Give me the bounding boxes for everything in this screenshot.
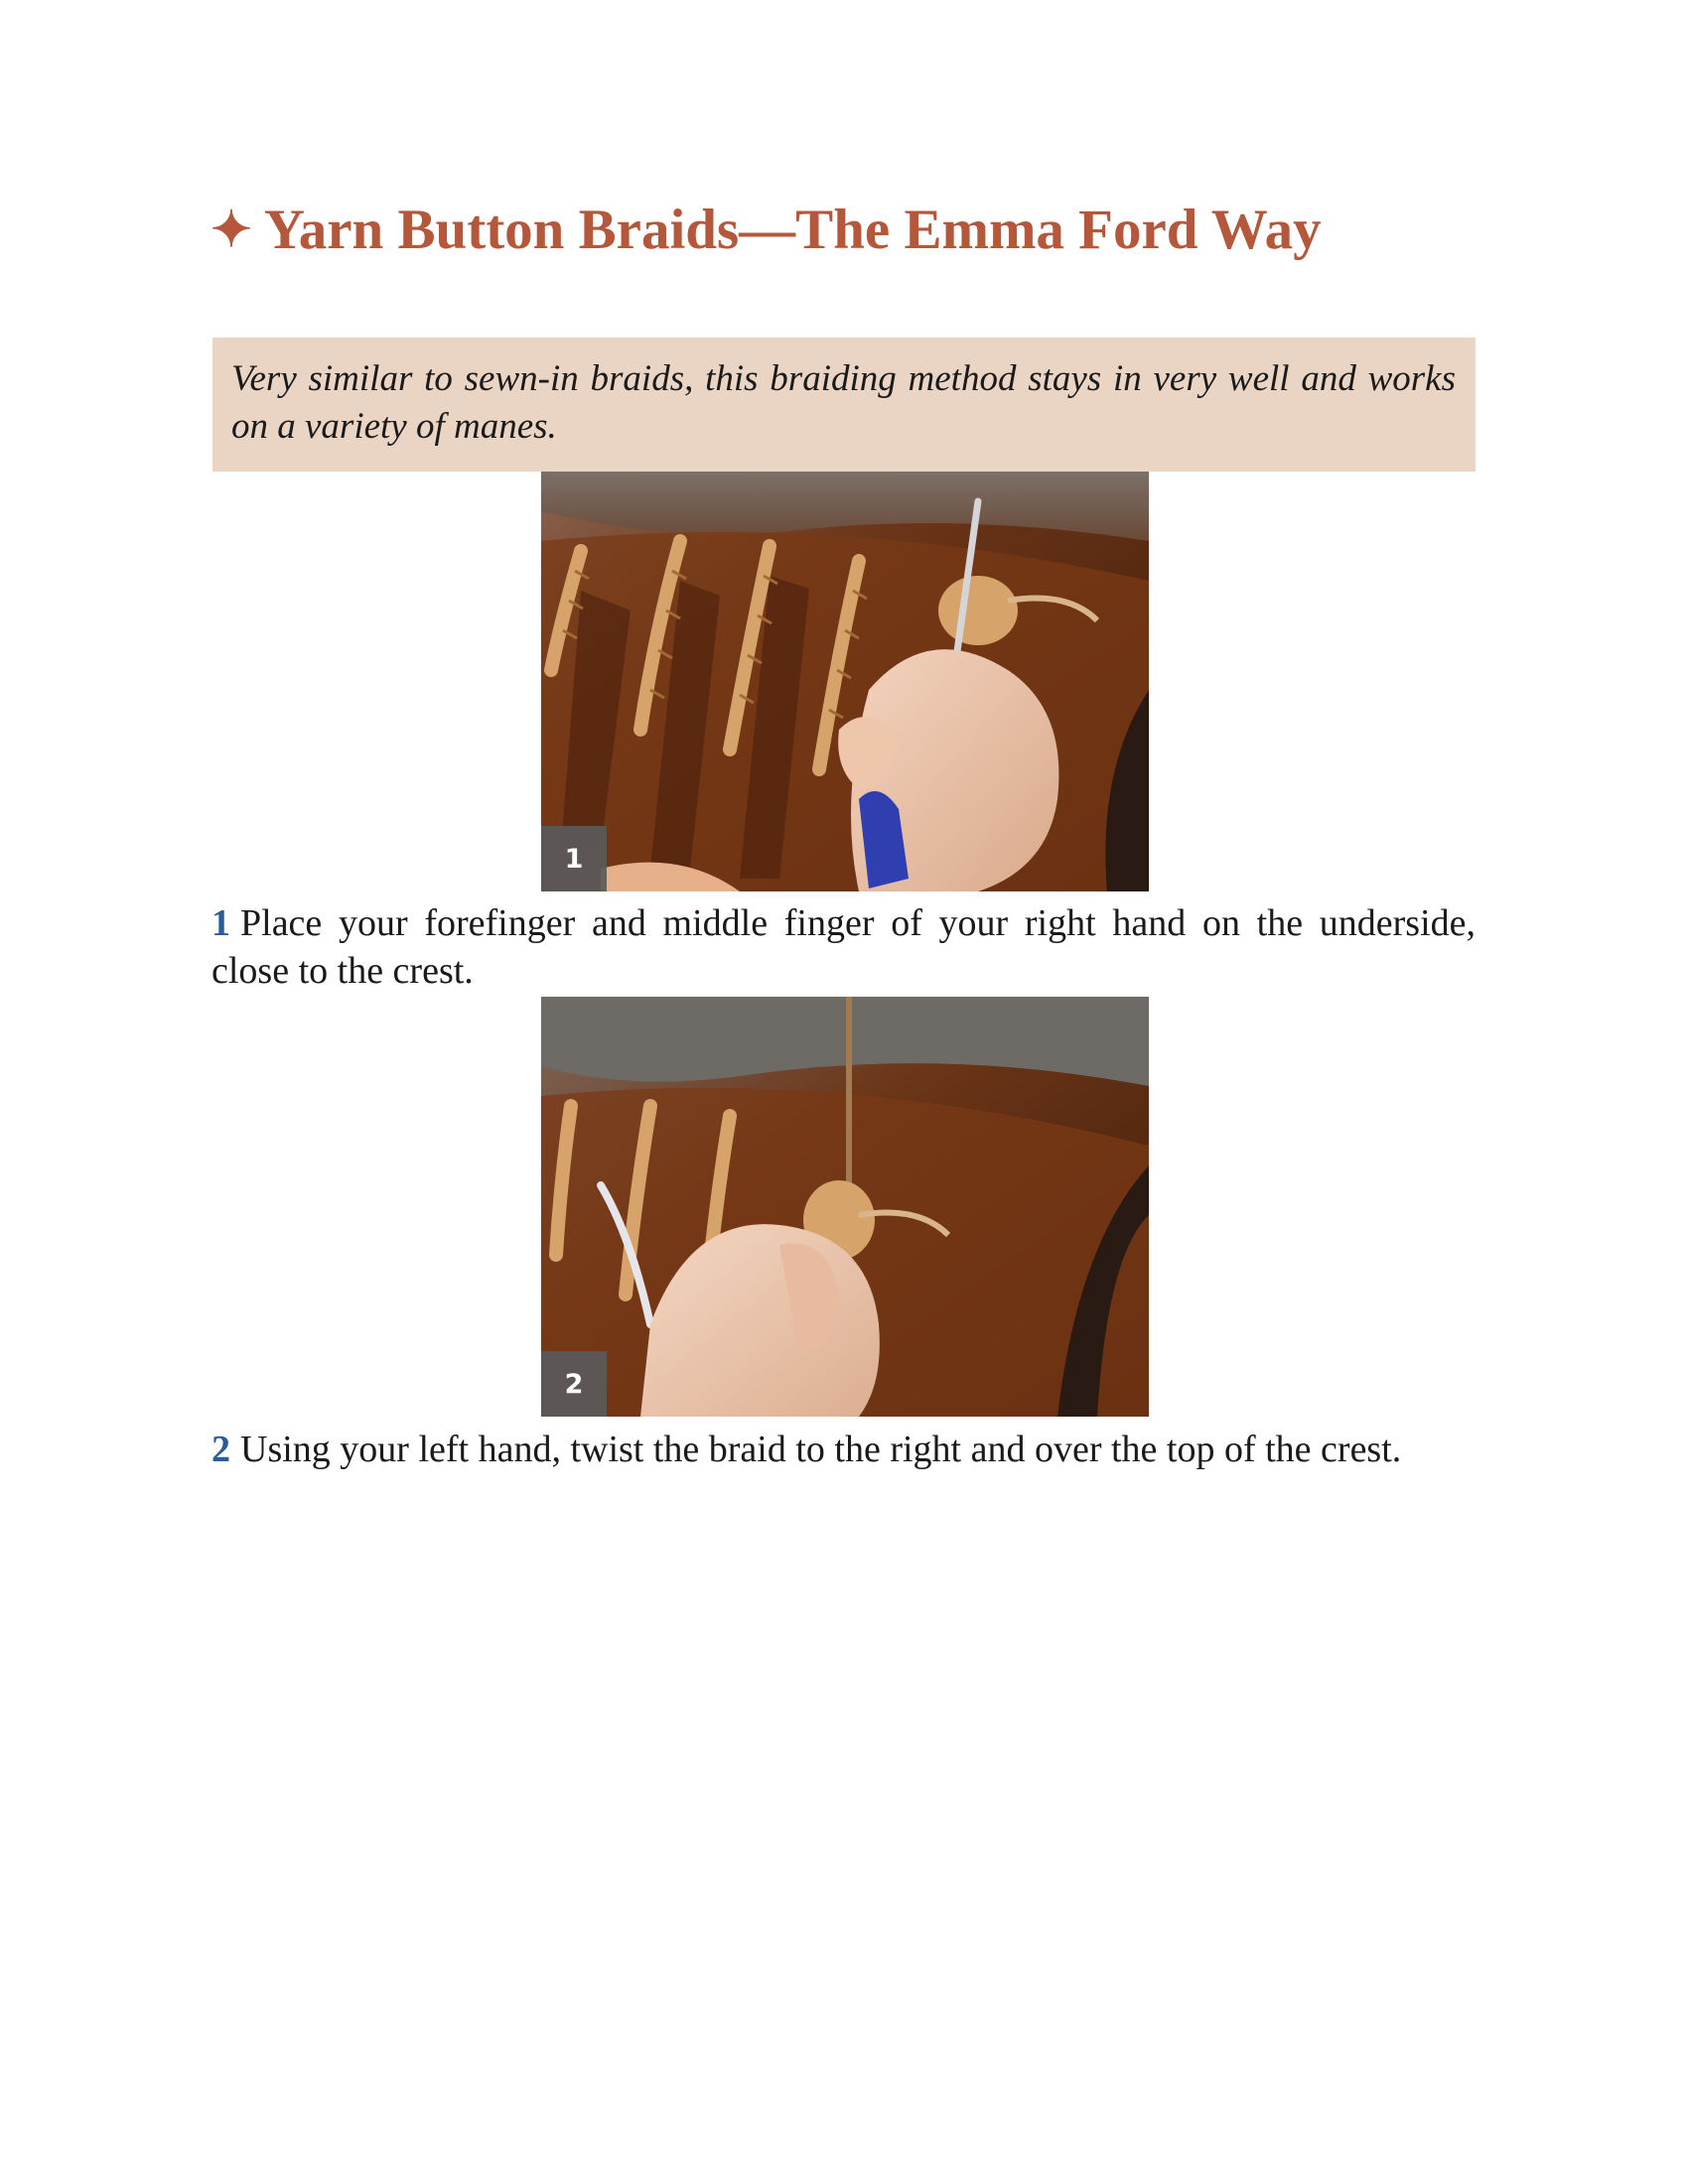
step-description: Place your forefinger and middle finger of your right hand on the underside, close to the crest. bbox=[211, 902, 1476, 992]
step-badge: 1 bbox=[541, 826, 607, 891]
step-description: Using your left hand, twist the braid to the right and over the top of the crest. bbox=[240, 1429, 1402, 1470]
step-2-photo bbox=[541, 997, 1149, 1417]
step-1-text bbox=[211, 899, 1476, 995]
intro-callout: Very similar to sewn-in braids, this braiding method stays in very well and works on a variety of manes. bbox=[212, 338, 1476, 472]
four-point-star-icon: ✦ bbox=[211, 202, 252, 257]
step-number: 1 bbox=[211, 902, 230, 944]
step-1-photo bbox=[541, 472, 1149, 891]
braiding-photo-illustration bbox=[541, 997, 1149, 1417]
braiding-photo-illustration bbox=[541, 472, 1149, 891]
section-title-text: Yarn Button Braids—The Emma Ford Way bbox=[263, 199, 1322, 261]
step-number: 2 bbox=[211, 1429, 230, 1470]
section-title bbox=[211, 195, 1362, 265]
step-badge: 2 bbox=[541, 1351, 607, 1417]
step-2-text bbox=[211, 1426, 1476, 1473]
